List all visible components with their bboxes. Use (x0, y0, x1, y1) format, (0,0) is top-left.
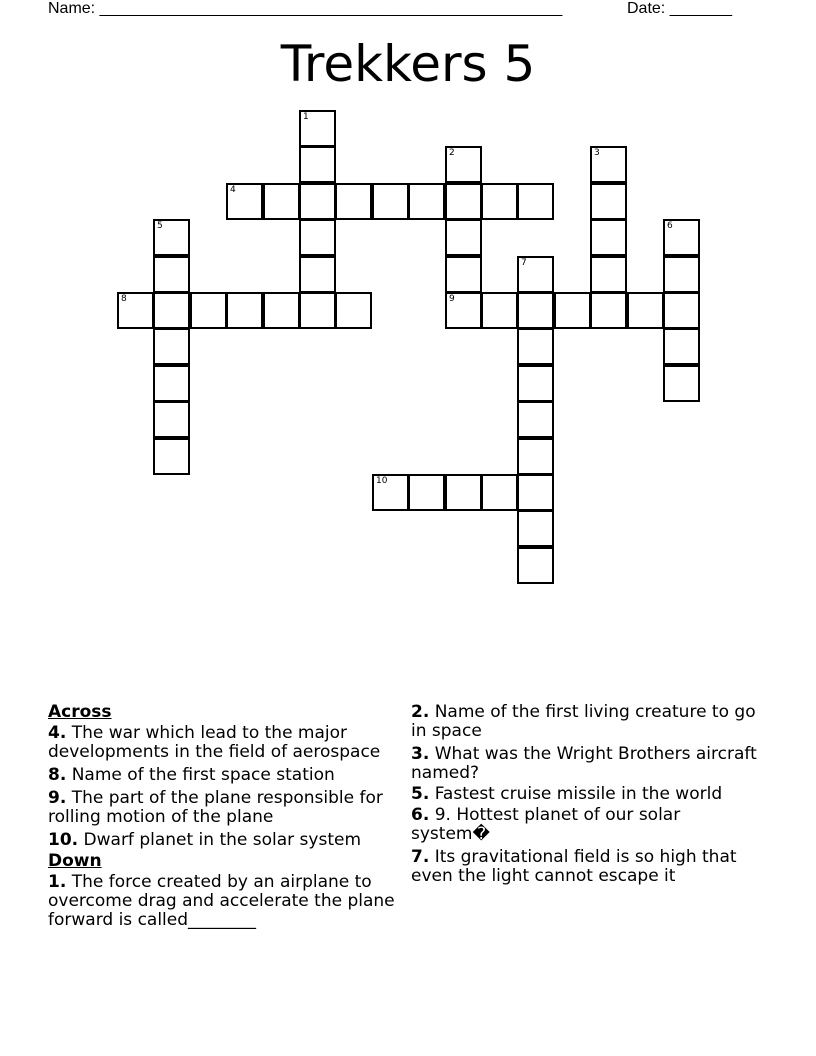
clue-number: 9. (48, 788, 67, 808)
clue-text: The war which lead to the major developments in the field of aerospace (48, 723, 381, 762)
clue-number: 5. (411, 784, 430, 804)
crossword-cell[interactable] (408, 183, 445, 220)
date-field-label: Date: _______ (627, 0, 732, 17)
crossword-cell[interactable] (372, 183, 409, 220)
clue-number: 10. (48, 830, 79, 850)
crossword-cell[interactable] (445, 256, 482, 293)
crossword-cell[interactable] (445, 183, 482, 220)
crossword-cell[interactable] (590, 146, 627, 183)
cell-number: 1 (303, 112, 309, 122)
clue-down-3 (411, 745, 761, 783)
clue-down-1 (48, 873, 403, 930)
crossword-cell[interactable] (517, 292, 554, 329)
crossword-cell[interactable] (517, 547, 554, 584)
clue-down-2 (411, 703, 761, 741)
crossword-cell[interactable] (445, 219, 482, 256)
cell-number: 3 (594, 148, 600, 158)
crossword-cell[interactable] (517, 256, 554, 293)
crossword-cell[interactable] (153, 401, 190, 438)
cell-number: 9 (449, 294, 455, 304)
crossword-cell[interactable] (335, 183, 372, 220)
cell-number: 8 (121, 294, 127, 304)
crossword-cell[interactable] (627, 292, 664, 329)
crossword-cell[interactable] (263, 183, 300, 220)
clue-down-5 (411, 785, 761, 804)
clue-number: 6. (411, 805, 430, 825)
crossword-cell[interactable] (153, 219, 190, 256)
cell-number: 2 (449, 148, 455, 158)
crossword-cell[interactable] (445, 292, 482, 329)
crossword-cell[interactable] (517, 474, 554, 511)
crossword-cell[interactable] (226, 183, 263, 220)
clue-text: The force created by an airplane to overcome drag and accelerate the plane forward is called________ (48, 872, 395, 930)
name-field-label: Name: ____________________________________________________ (48, 0, 563, 17)
clue-text: Name of the first living creature to go in space (411, 702, 756, 741)
clue-number: 8. (48, 765, 67, 785)
crossword-cell[interactable] (590, 256, 627, 293)
crossword-cell[interactable] (481, 474, 518, 511)
clue-number: 7. (411, 847, 430, 867)
cell-number: 4 (230, 185, 236, 195)
crossword-cell[interactable] (372, 474, 409, 511)
crossword-cell[interactable] (153, 328, 190, 365)
crossword-cell[interactable] (190, 292, 227, 329)
crossword-cell[interactable] (590, 219, 627, 256)
down-heading: Down (48, 851, 102, 871)
clues-column-left (48, 703, 403, 934)
clue-down-6 (411, 806, 761, 844)
crossword-cell[interactable] (663, 328, 700, 365)
crossword-cell[interactable] (153, 256, 190, 293)
crossword-cell[interactable] (445, 474, 482, 511)
crossword-cell[interactable] (445, 146, 482, 183)
crossword-cell[interactable] (663, 292, 700, 329)
crossword-cell[interactable] (226, 292, 263, 329)
clue-across-10 (48, 831, 403, 850)
crossword-cell[interactable] (153, 365, 190, 402)
clue-number: 2. (411, 702, 430, 722)
crossword-cell[interactable] (299, 183, 336, 220)
crossword-cell[interactable] (263, 292, 300, 329)
crossword-cell[interactable] (590, 292, 627, 329)
cell-number: 7 (521, 258, 527, 268)
across-heading: Across (48, 702, 112, 722)
crossword-cell[interactable] (481, 183, 518, 220)
clue-text: Name of the first space station (71, 765, 335, 785)
crossword-cell[interactable] (663, 219, 700, 256)
crossword-cell[interactable] (117, 292, 154, 329)
crossword-cell[interactable] (153, 292, 190, 329)
crossword-cell[interactable] (590, 183, 627, 220)
clue-text: 9. Hottest planet of our solar system� (411, 805, 681, 844)
crossword-cell[interactable] (517, 365, 554, 402)
clue-number: 4. (48, 723, 67, 743)
crossword-cell[interactable] (299, 110, 336, 147)
crossword-cell[interactable] (299, 146, 336, 183)
crossword-cell[interactable] (517, 183, 554, 220)
clue-number: 3. (411, 744, 430, 764)
cell-number: 5 (157, 221, 163, 231)
clue-across-9 (48, 789, 403, 827)
crossword-cell[interactable] (663, 365, 700, 402)
clue-text: What was the Wright Brothers aircraft named? (411, 744, 757, 783)
crossword-cell[interactable] (554, 292, 591, 329)
crossword-cell[interactable] (481, 292, 518, 329)
crossword-cell[interactable] (517, 328, 554, 365)
clue-number: 1. (48, 872, 67, 892)
clue-text: Fastest cruise missile in the world (434, 784, 723, 804)
clue-text: Dwarf planet in the solar system (83, 830, 362, 850)
crossword-cell[interactable] (299, 256, 336, 293)
clue-text: The part of the plane responsible for rolling motion of the plane (48, 788, 383, 827)
crossword-cell[interactable] (153, 438, 190, 475)
clue-down-7 (411, 848, 761, 886)
page-title: Trekkers 5 (280, 35, 536, 93)
clue-across-8 (48, 766, 403, 785)
clue-text: Its gravitational field is so high that even the light cannot escape it (411, 847, 737, 886)
clues-column-right (411, 703, 761, 890)
crossword-cell[interactable] (335, 292, 372, 329)
clue-across-4 (48, 724, 403, 762)
cell-number: 6 (667, 221, 673, 231)
crossword-cell[interactable] (299, 219, 336, 256)
crossword-cell[interactable] (517, 510, 554, 547)
crossword-cell[interactable] (299, 292, 336, 329)
crossword-cell[interactable] (517, 438, 554, 475)
crossword-cell[interactable] (663, 256, 700, 293)
cell-number: 10 (376, 476, 388, 486)
crossword-cell[interactable] (408, 474, 445, 511)
crossword-cell[interactable] (517, 401, 554, 438)
